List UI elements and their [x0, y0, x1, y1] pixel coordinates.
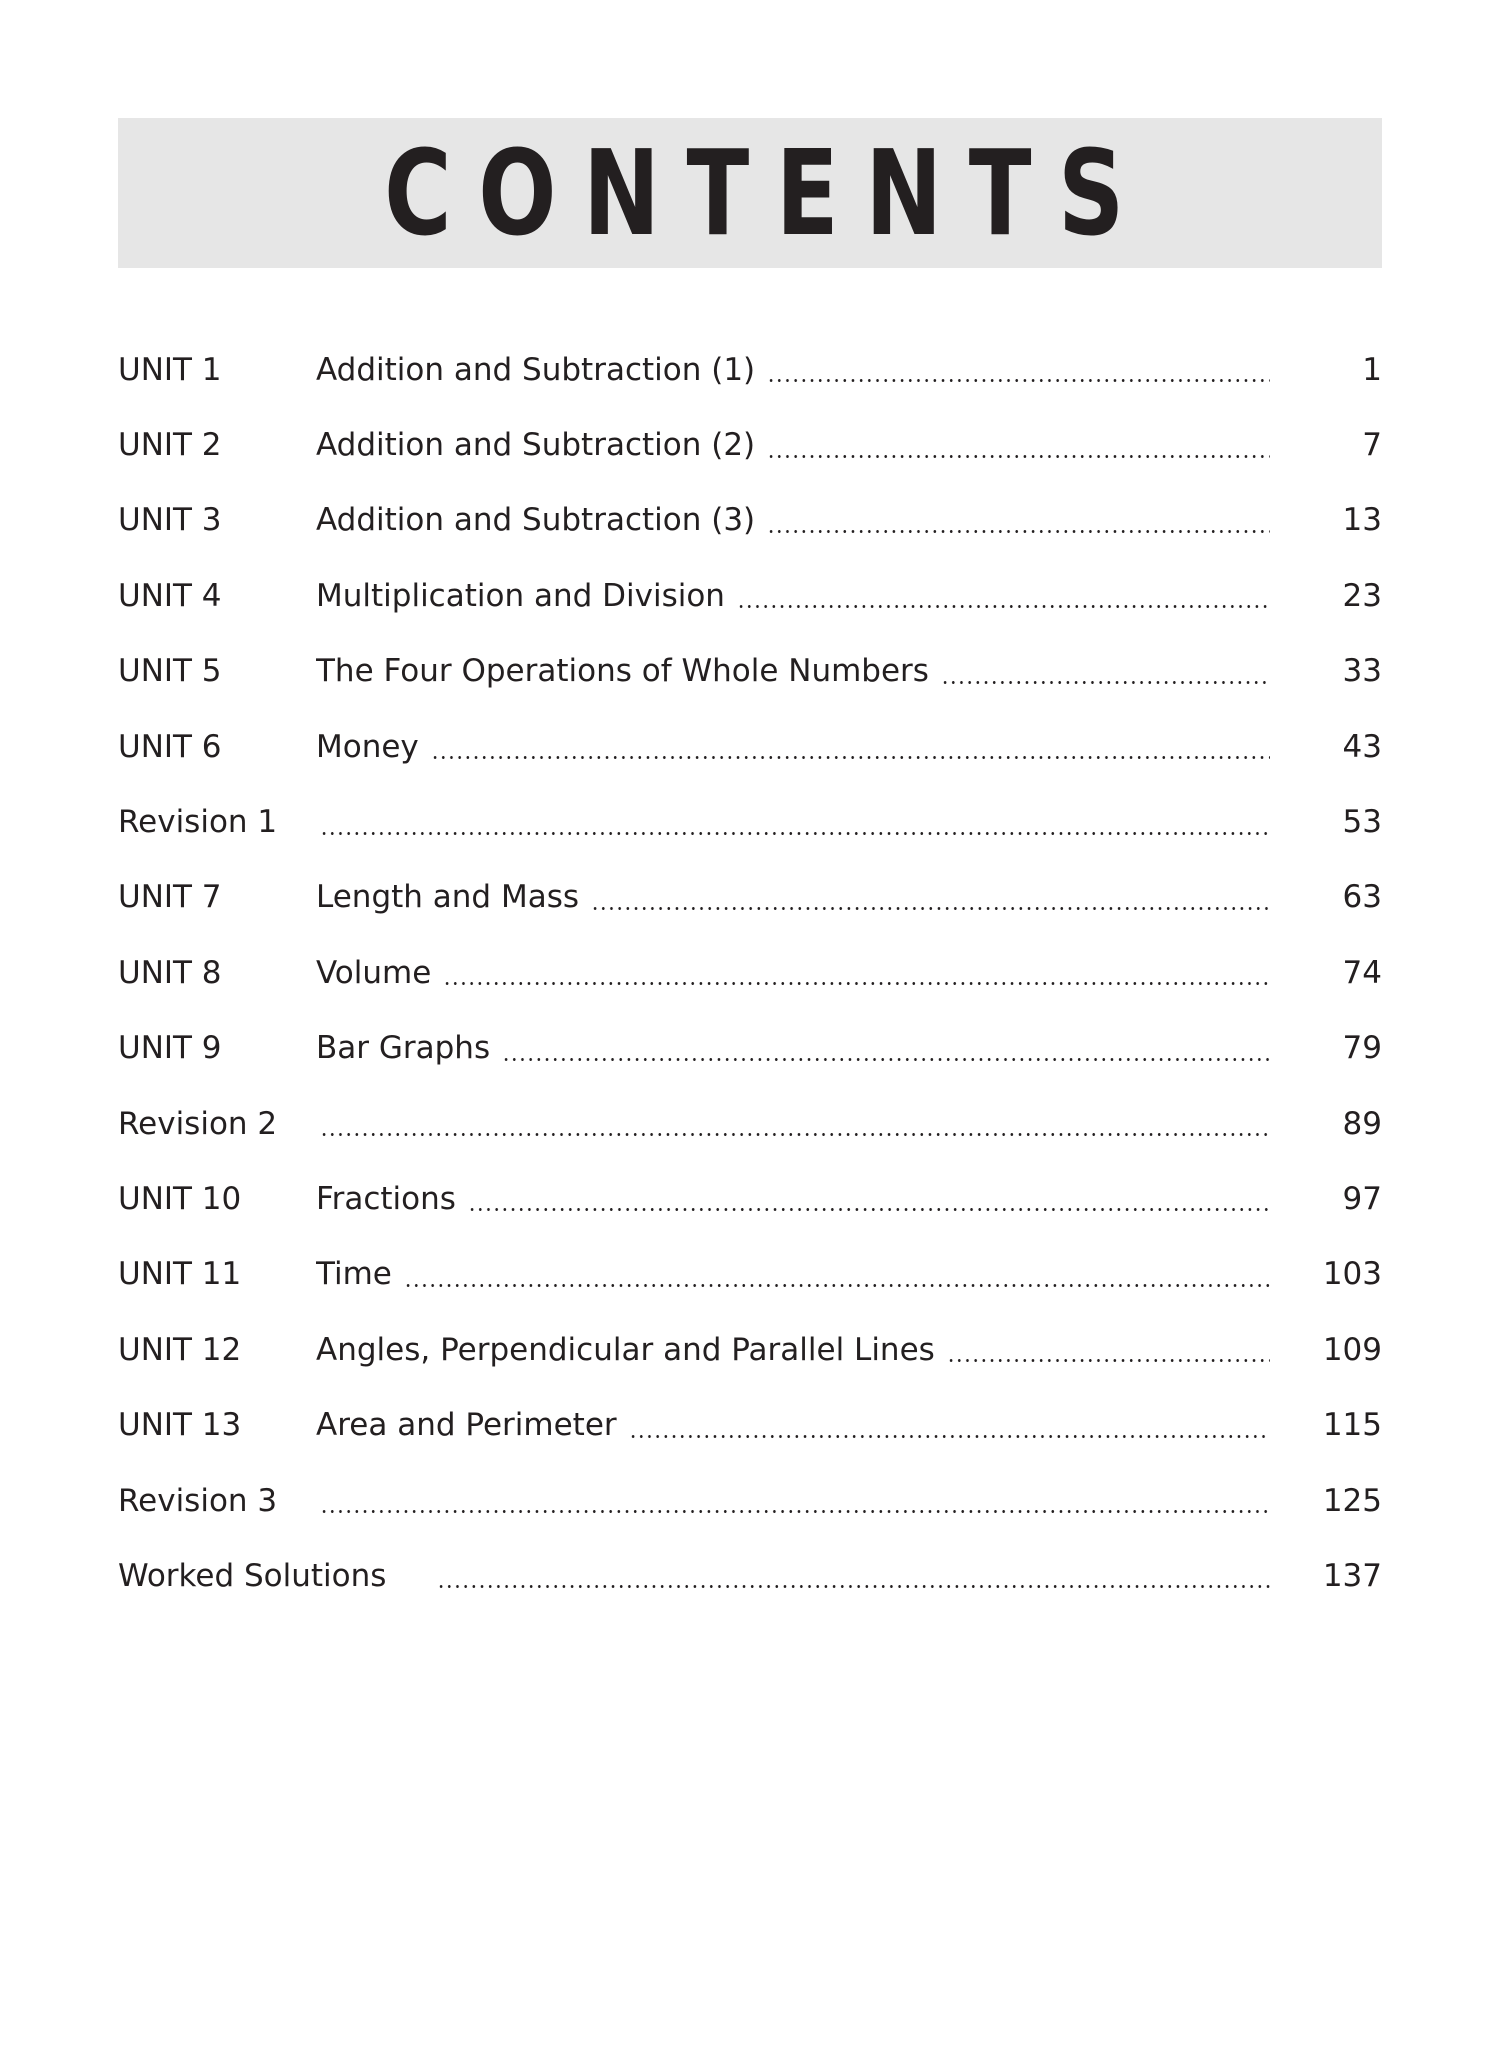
toc-leader — [316, 1181, 1270, 1217]
dot-leader — [320, 1510, 1270, 1513]
toc-page-number: 137 — [1322, 1557, 1382, 1594]
toc-unit-label: Revision 3 — [118, 1482, 278, 1519]
toc-topic: Addition and Subtraction (3) — [316, 502, 756, 539]
dot-leader — [767, 455, 1270, 458]
toc-row[interactable] — [118, 332, 1382, 407]
toc-leader — [316, 578, 1270, 614]
toc-leader — [316, 1030, 1270, 1066]
toc-topic: Multiplication and Division — [316, 577, 725, 614]
toc-unit-label: UNIT 1 — [118, 351, 222, 388]
toc-unit-label: UNIT 13 — [118, 1407, 242, 1444]
toc-leader — [433, 1563, 1270, 1588]
toc-row[interactable] — [118, 1538, 1382, 1613]
toc-topic: Bar Graphs — [316, 1030, 491, 1067]
page-title: CONTENTS — [383, 124, 1151, 262]
toc-row[interactable] — [118, 558, 1382, 633]
toc-unit-label: UNIT 9 — [118, 1030, 222, 1067]
toc-row[interactable] — [118, 1011, 1382, 1086]
toc-page-number: 74 — [1342, 954, 1382, 991]
toc-page-number: 1 — [1362, 351, 1382, 388]
toc-row[interactable] — [118, 483, 1382, 558]
dot-leader — [737, 605, 1270, 608]
toc-leader — [316, 1407, 1270, 1443]
toc-topic: The Four Operations of Whole Numbers — [316, 653, 929, 690]
toc-page-number: 79 — [1342, 1030, 1382, 1067]
toc-page-number: 103 — [1322, 1256, 1382, 1293]
toc-topic: Fractions — [316, 1180, 456, 1217]
dot-leader — [320, 1133, 1270, 1136]
toc-row[interactable] — [118, 1387, 1382, 1462]
dot-leader — [767, 530, 1270, 533]
toc-unit-label: UNIT 2 — [118, 427, 222, 464]
toc-page-number: 89 — [1342, 1105, 1382, 1142]
toc-unit-label: UNIT 5 — [118, 653, 222, 690]
toc-page-number: 109 — [1322, 1331, 1382, 1368]
toc-row[interactable] — [118, 935, 1382, 1010]
toc-unit-label: UNIT 7 — [118, 879, 222, 916]
dot-leader — [320, 832, 1270, 835]
dot-leader — [443, 982, 1270, 985]
toc-page-number: 125 — [1322, 1482, 1382, 1519]
dot-leader — [468, 1208, 1270, 1211]
toc-topic: Money — [316, 728, 419, 765]
toc-topic: Time — [316, 1256, 392, 1293]
toc-unit-label: UNIT 10 — [118, 1180, 242, 1217]
toc-page-number: 7 — [1362, 427, 1382, 464]
toc-topic: Addition and Subtraction (2) — [316, 427, 756, 464]
toc-unit-label: UNIT 6 — [118, 728, 222, 765]
toc-leader — [316, 1332, 1270, 1368]
toc-leader — [316, 653, 1270, 689]
dot-leader — [947, 1359, 1270, 1362]
toc-leader — [316, 955, 1270, 991]
table-of-contents — [118, 332, 1382, 1614]
toc-page-number: 97 — [1342, 1180, 1382, 1217]
dot-leader — [767, 379, 1270, 382]
toc-page-number: 63 — [1342, 879, 1382, 916]
toc-unit-label: UNIT 8 — [118, 954, 222, 991]
dot-leader — [502, 1058, 1270, 1061]
toc-leader — [316, 729, 1270, 765]
toc-row[interactable] — [118, 860, 1382, 935]
toc-topic: Area and Perimeter — [316, 1407, 617, 1444]
title-band — [118, 118, 1382, 268]
toc-row[interactable] — [118, 407, 1382, 482]
toc-page-number: 23 — [1342, 577, 1382, 614]
toc-topic: Addition and Subtraction (1) — [316, 351, 756, 388]
toc-page-number: 43 — [1342, 728, 1382, 765]
toc-unit-label: Worked Solutions — [118, 1557, 387, 1594]
toc-page-number: 13 — [1342, 502, 1382, 539]
toc-unit-label: UNIT 4 — [118, 577, 222, 614]
dot-leader — [437, 1585, 1270, 1588]
dot-leader — [404, 1284, 1270, 1287]
toc-leader — [316, 879, 1270, 915]
dot-leader — [941, 681, 1270, 684]
toc-topic: Length and Mass — [316, 879, 580, 916]
toc-leader — [316, 1488, 1270, 1513]
dot-leader — [629, 1435, 1270, 1438]
toc-topic: Angles, Perpendicular and Parallel Lines — [316, 1331, 935, 1368]
toc-row[interactable] — [118, 1312, 1382, 1387]
toc-unit-label: UNIT 11 — [118, 1256, 242, 1293]
toc-leader — [316, 1111, 1270, 1136]
toc-page-number: 33 — [1342, 653, 1382, 690]
toc-leader — [316, 810, 1270, 835]
toc-page-number: 115 — [1322, 1407, 1382, 1444]
toc-leader — [316, 1256, 1270, 1292]
toc-row[interactable] — [118, 1463, 1382, 1538]
dot-leader — [431, 756, 1270, 759]
toc-page-number: 53 — [1342, 804, 1382, 841]
toc-unit-label: UNIT 12 — [118, 1331, 242, 1368]
toc-unit-label: UNIT 3 — [118, 502, 222, 539]
toc-leader — [316, 427, 1270, 463]
dot-leader — [591, 907, 1270, 910]
toc-row[interactable] — [118, 1237, 1382, 1312]
toc-row[interactable] — [118, 784, 1382, 859]
toc-row[interactable] — [118, 1086, 1382, 1161]
toc-unit-label: Revision 1 — [118, 804, 278, 841]
toc-leader — [316, 352, 1270, 388]
toc-row[interactable] — [118, 634, 1382, 709]
toc-row[interactable] — [118, 1161, 1382, 1236]
toc-unit-label: Revision 2 — [118, 1105, 278, 1142]
toc-row[interactable] — [118, 709, 1382, 784]
toc-leader — [316, 502, 1270, 538]
toc-topic: Volume — [316, 954, 432, 991]
